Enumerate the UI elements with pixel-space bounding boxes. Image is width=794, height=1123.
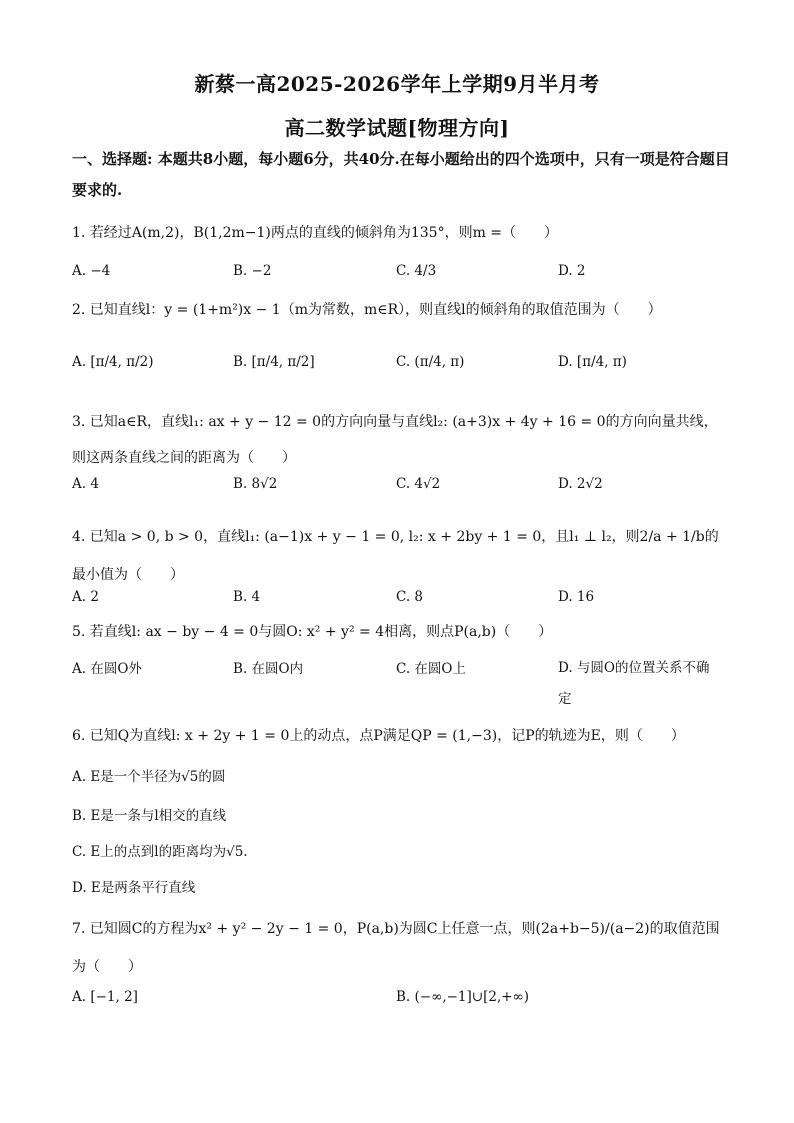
q4-option-c: C. 8 (396, 589, 424, 605)
q5-option-d: D. 与圆O的位置关系不确定 (558, 660, 710, 707)
q6-option-d: D. E是两条平行直线 (72, 880, 196, 896)
exam-title: 新蔡一高2025-2026学年上学期9月半月考 (194, 72, 600, 96)
q6-option-a: A. E是一个半径为√5的圆 (72, 769, 226, 785)
q4-option-b: B. 4 (233, 589, 261, 605)
q4-option-a: A. 2 (72, 589, 99, 605)
section-heading: 一、选择题: 本题共8小题，每小题6分，共40分.在每小题给出的四个选项中，只有一项是符合题目要求的. (72, 150, 730, 199)
question-4-stem: 4. 已知a > 0, b > 0，直线l₁: (a−1)x + y − 1 = 0, l₂: x + 2by + 1 = 0，且l₁ ⊥ l₂，则2/a + 1/b的最小值为（ ） (72, 529, 719, 583)
q2-option-d: D. [π/4, π) (558, 354, 627, 370)
q6-option-c: C. E上的点到l的距离均为√5. (72, 844, 248, 860)
q3-option-d: D. 2√2 (558, 476, 603, 492)
q2-option-a: A. [π/4, π/2) (72, 354, 154, 370)
q2-option-c: C. (π/4, π) (396, 354, 465, 370)
question-1-stem: 1. 若经过A(m,2)，B(1,2m−1)两点的直线的倾斜角为135°，则m =（ ） (72, 225, 559, 241)
q1-option-d: D. 2 (558, 263, 586, 279)
question-7-stem: 7. 已知圆C的方程为x² + y² − 2y − 1 = 0，P(a,b)为圆C上任意一点，则(2a+b−5)/(a−2)的取值范围为（ ） (72, 921, 720, 975)
q5-option-a: A. 在圆O外 (72, 661, 142, 677)
q1-option-c: C. 4/3 (396, 263, 437, 279)
q5-option-b: B. 在圆O内 (233, 661, 304, 677)
q7-option-b: B. (−∞,−1]∪[2,+∞) (396, 989, 530, 1005)
q2-option-b: B. [π/4, π/2] (233, 354, 315, 370)
question-5-stem: 5. 若直线l: ax − by − 4 = 0与圆O: x² + y² = 4相离，则点P(a,b)（ ） (72, 624, 553, 640)
q3-option-c: C. 4√2 (396, 476, 441, 492)
q1-option-b: B. −2 (233, 263, 272, 279)
q3-option-a: A. 4 (72, 476, 99, 492)
question-2-stem: 2. 已知直线l：y = (1+m²)x − 1（m为常数，m∈R），则直线l的倾斜角的取值范围为（ ） (72, 302, 662, 318)
exam-subtitle: 高二数学试题[物理方向] (284, 116, 510, 140)
q4-option-d: D. 16 (558, 589, 595, 605)
q6-option-b: B. E是一条与l相交的直线 (72, 808, 227, 824)
q5-option-c: C. 在圆O上 (396, 661, 466, 677)
q7-option-a: A. [−1, 2] (72, 989, 138, 1005)
question-6-stem: 6. 已知Q为直线l: x + 2y + 1 = 0上的动点，点P满足QP = (1,−3)，记P的轨迹为E，则（ ） (72, 728, 685, 744)
question-3-stem: 3. 已知a∈R，直线l₁: ax + y − 12 = 0的方向向量与直线l₂: (a+3)x + 4y + 16 = 0的方向向量共线，则这两条直线之间的距离为（ ） (72, 414, 718, 466)
q1-option-a: A. −4 (72, 263, 111, 279)
q3-option-b: B. 8√2 (233, 476, 278, 492)
